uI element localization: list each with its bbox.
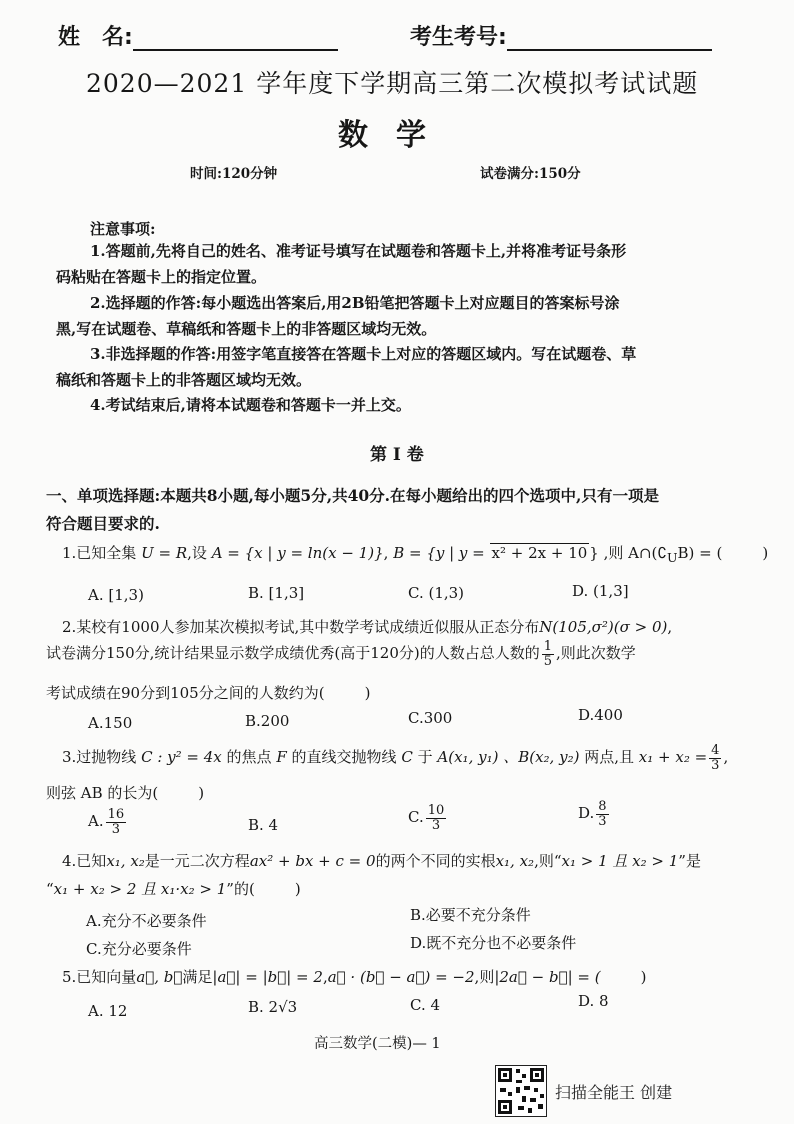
question-3-line-2 (46, 782, 204, 803)
section1-heading-line-1: 一、单项选择题:本题共8小题,每小题5分,共40分.在每小题给出的四个选项中,只有一项是 (46, 486, 659, 505)
exam-time: 时间:120分钟 (190, 166, 278, 182)
full-score: 试卷满分:150分 (480, 166, 581, 182)
question-2-line-1 (62, 616, 672, 637)
q1-universal-set: U = R (141, 544, 188, 562)
scanner-watermark: 扫描全能王 创建 (555, 1083, 673, 1102)
question-2-line-2 (46, 640, 636, 668)
q1-ask: ,则 A∩(∁ (603, 544, 667, 562)
q5-option-d: D. 8 (578, 992, 609, 1010)
q1-text-2: ,设 (187, 544, 207, 562)
q5-option-a: A. 12 (88, 1002, 128, 1020)
exam-title: 2020—2021 学年度下学期高三第二次模拟考试试题 (86, 69, 699, 98)
q4-text-2: 是一元二次方程 (144, 852, 250, 870)
q4-close: ) (294, 880, 301, 898)
q3-curve: C (401, 748, 413, 767)
q5-option-c: C. 4 (410, 996, 441, 1014)
section1-heading-line-2: 符合题目要求的. (46, 514, 160, 533)
question-5-line-1 (62, 966, 646, 987)
q2-distribution: N(105,σ²)(σ > 0) (539, 618, 668, 636)
q3-text-4: 于 (417, 748, 433, 767)
name-blank-line (133, 49, 338, 51)
q2-text: 2.某校有1000人参加某次模拟考试,其中数学考试成绩近似服从正态分布 (62, 618, 540, 636)
note-2-line-1: 2.选择题的作答:每小题选出答案后,用2B铅笔把答题卡上对应题目的答案标号涂 (90, 294, 620, 312)
q3-text-2: 的焦点 (226, 748, 272, 767)
q4-option-c: C.充分必要条件 (86, 940, 192, 958)
question-2-line-3 (46, 682, 370, 703)
q4-quote: “ (46, 880, 54, 898)
q2-option-a: A.150 (88, 714, 133, 732)
q4-text-3: 的两个不同的实根 (375, 852, 496, 870)
q5-option-b: B. 2√3 (248, 998, 298, 1016)
note-3-line-1: 3.非选择题的作答:用签字笔直接答在答题卡上对应的答题区域内。写在试题卷、草 (90, 345, 637, 363)
q1-option-a: A. [1,3) (88, 586, 144, 604)
q1-brace: } (589, 544, 599, 562)
q3-focus: F (276, 748, 287, 767)
q1-ask-2: B) = ( (677, 544, 723, 562)
q2-comma: , (667, 618, 673, 636)
q2-text-3: ,则此次数学 (556, 644, 636, 663)
q3-option-b: B. 4 (248, 816, 279, 834)
q3-option-d: D. $\frac{8}{3}$ (578, 799, 607, 829)
q3-option-a: A. $\frac{16}{3}$ (88, 807, 125, 837)
q4-condition-1: x₁ > 1 且 x₂ > 1 (561, 852, 679, 870)
q3-option-c: C. $\frac{10}{3}$ (408, 803, 445, 833)
q5-comma: , (322, 968, 328, 986)
notes-heading: 注意事项: (90, 220, 156, 238)
q4-condition-2: x₁ + x₂ > 2 且 x₁·x₂ > 1 (53, 880, 227, 898)
q4-equation: ax² + bx + c = 0 (249, 852, 376, 870)
q1-set-a: A = {x | y = ln(x − 1)} (211, 544, 384, 562)
q4-vars: x₁, x₂ (106, 852, 145, 870)
q3-sum: x₁ + x₂ = (638, 748, 708, 767)
name-label: 姓 名: (58, 25, 133, 50)
q1-set-b: B = {y | y = (393, 544, 490, 562)
q2-option-c: C.300 (408, 709, 453, 727)
q4-option-b: B.必要不充分条件 (410, 906, 531, 924)
q5-magnitudes: |a⃗| = |b⃗| = 2 (212, 968, 323, 986)
volume-title: 第 I 卷 (370, 445, 424, 465)
q4-text-5: ”是 (678, 852, 701, 870)
q1-option-b: B. [1,3] (248, 584, 305, 602)
q1-comma: , (383, 544, 389, 562)
q1-text: 1.已知全集 (62, 544, 137, 562)
q5-ask: |2a⃗ − b⃗| = ( (494, 968, 601, 986)
q4-text-4: ,则“ (534, 852, 562, 870)
page-footer: 高三数学(二模)— 1 (314, 1036, 441, 1052)
q3-comma: , (723, 748, 729, 767)
qr-code-icon (495, 1065, 547, 1117)
q1-close: ) (762, 544, 769, 562)
note-2-line-2: 黑,写在试题卷、草稿纸和答题卡上的非答题区域均无效。 (56, 320, 437, 338)
q3-fraction: $\frac{4}{3}$ (711, 743, 720, 773)
question-3-line-1 (62, 744, 728, 772)
q5-text-3: ,则 (474, 968, 495, 986)
note-1-line-2: 码粘贴在答题卡上的指定位置。 (56, 268, 267, 286)
q2-option-b: B.200 (245, 712, 290, 730)
q2-close: ) (364, 684, 371, 702)
q4-vars-2: x₁, x₂ (495, 852, 535, 870)
q1-option-c: C. (1,3) (408, 584, 465, 602)
q5-dot-product: a⃗ · (b⃗ − a⃗) = −2 (327, 968, 475, 986)
q5-text-2: 满足 (182, 968, 213, 986)
q1-option-d: D. (1,3] (572, 582, 629, 600)
q3-points: A(x₁, y₁) 、B(x₂, y₂) (437, 748, 580, 767)
note-1-line-1: 1.答题前,先将自己的姓名、准考证号填写在试题卷和答题卡上,并将准考证号条形 (90, 242, 627, 260)
question-1-stem (62, 542, 768, 565)
q5-close: ) (640, 968, 647, 986)
q5-vectors: a⃗, b⃗ (136, 968, 183, 986)
q3-text-3: 的直线交抛物线 (291, 748, 397, 767)
q1-sub: U (666, 550, 678, 565)
exam-number-label: 考生考号: (410, 25, 507, 50)
q2-fraction: $\frac{1}{5}$ (543, 639, 553, 669)
q4-option-d: D.既不充分也不必要条件 (410, 934, 577, 952)
q3-text-5: 两点,且 (584, 748, 634, 767)
q3-parabola: C : y² = 4x (141, 748, 222, 767)
q4-text-6: ”的( (226, 880, 255, 898)
exam-number-blank-line (507, 49, 712, 51)
question-4-line-1 (62, 850, 701, 871)
q3-close: ) (198, 784, 205, 802)
question-4-line-2 (46, 878, 301, 899)
q3-text-6: 则弦 AB 的长为( (46, 784, 159, 802)
q1-sqrt-expr: x² + 2x + 10 (491, 544, 588, 562)
subject-title: 数学 (338, 118, 454, 153)
note-4: 4.考试结束后,请将本试题卷和答题卡一并上交。 (90, 396, 411, 414)
q3-text: 3.过抛物线 (62, 748, 137, 767)
q5-text: 5.已知向量 (62, 968, 137, 986)
q4-text: 4.已知 (62, 852, 107, 870)
q4-option-a: A.充分不必要条件 (86, 912, 207, 930)
note-3-line-2: 稿纸和答题卡上的非答题区域均无效。 (56, 371, 312, 389)
q2-option-d: D.400 (578, 706, 623, 724)
name-field (58, 20, 338, 51)
exam-number-field (410, 20, 712, 51)
q2-text-4: 考试成绩在90分到105分之间的人数约为( (46, 684, 325, 702)
q2-text-2: 试卷满分150分,统计结果显示数学成绩优秀(高于120分)的人数占总人数的 (46, 644, 540, 663)
